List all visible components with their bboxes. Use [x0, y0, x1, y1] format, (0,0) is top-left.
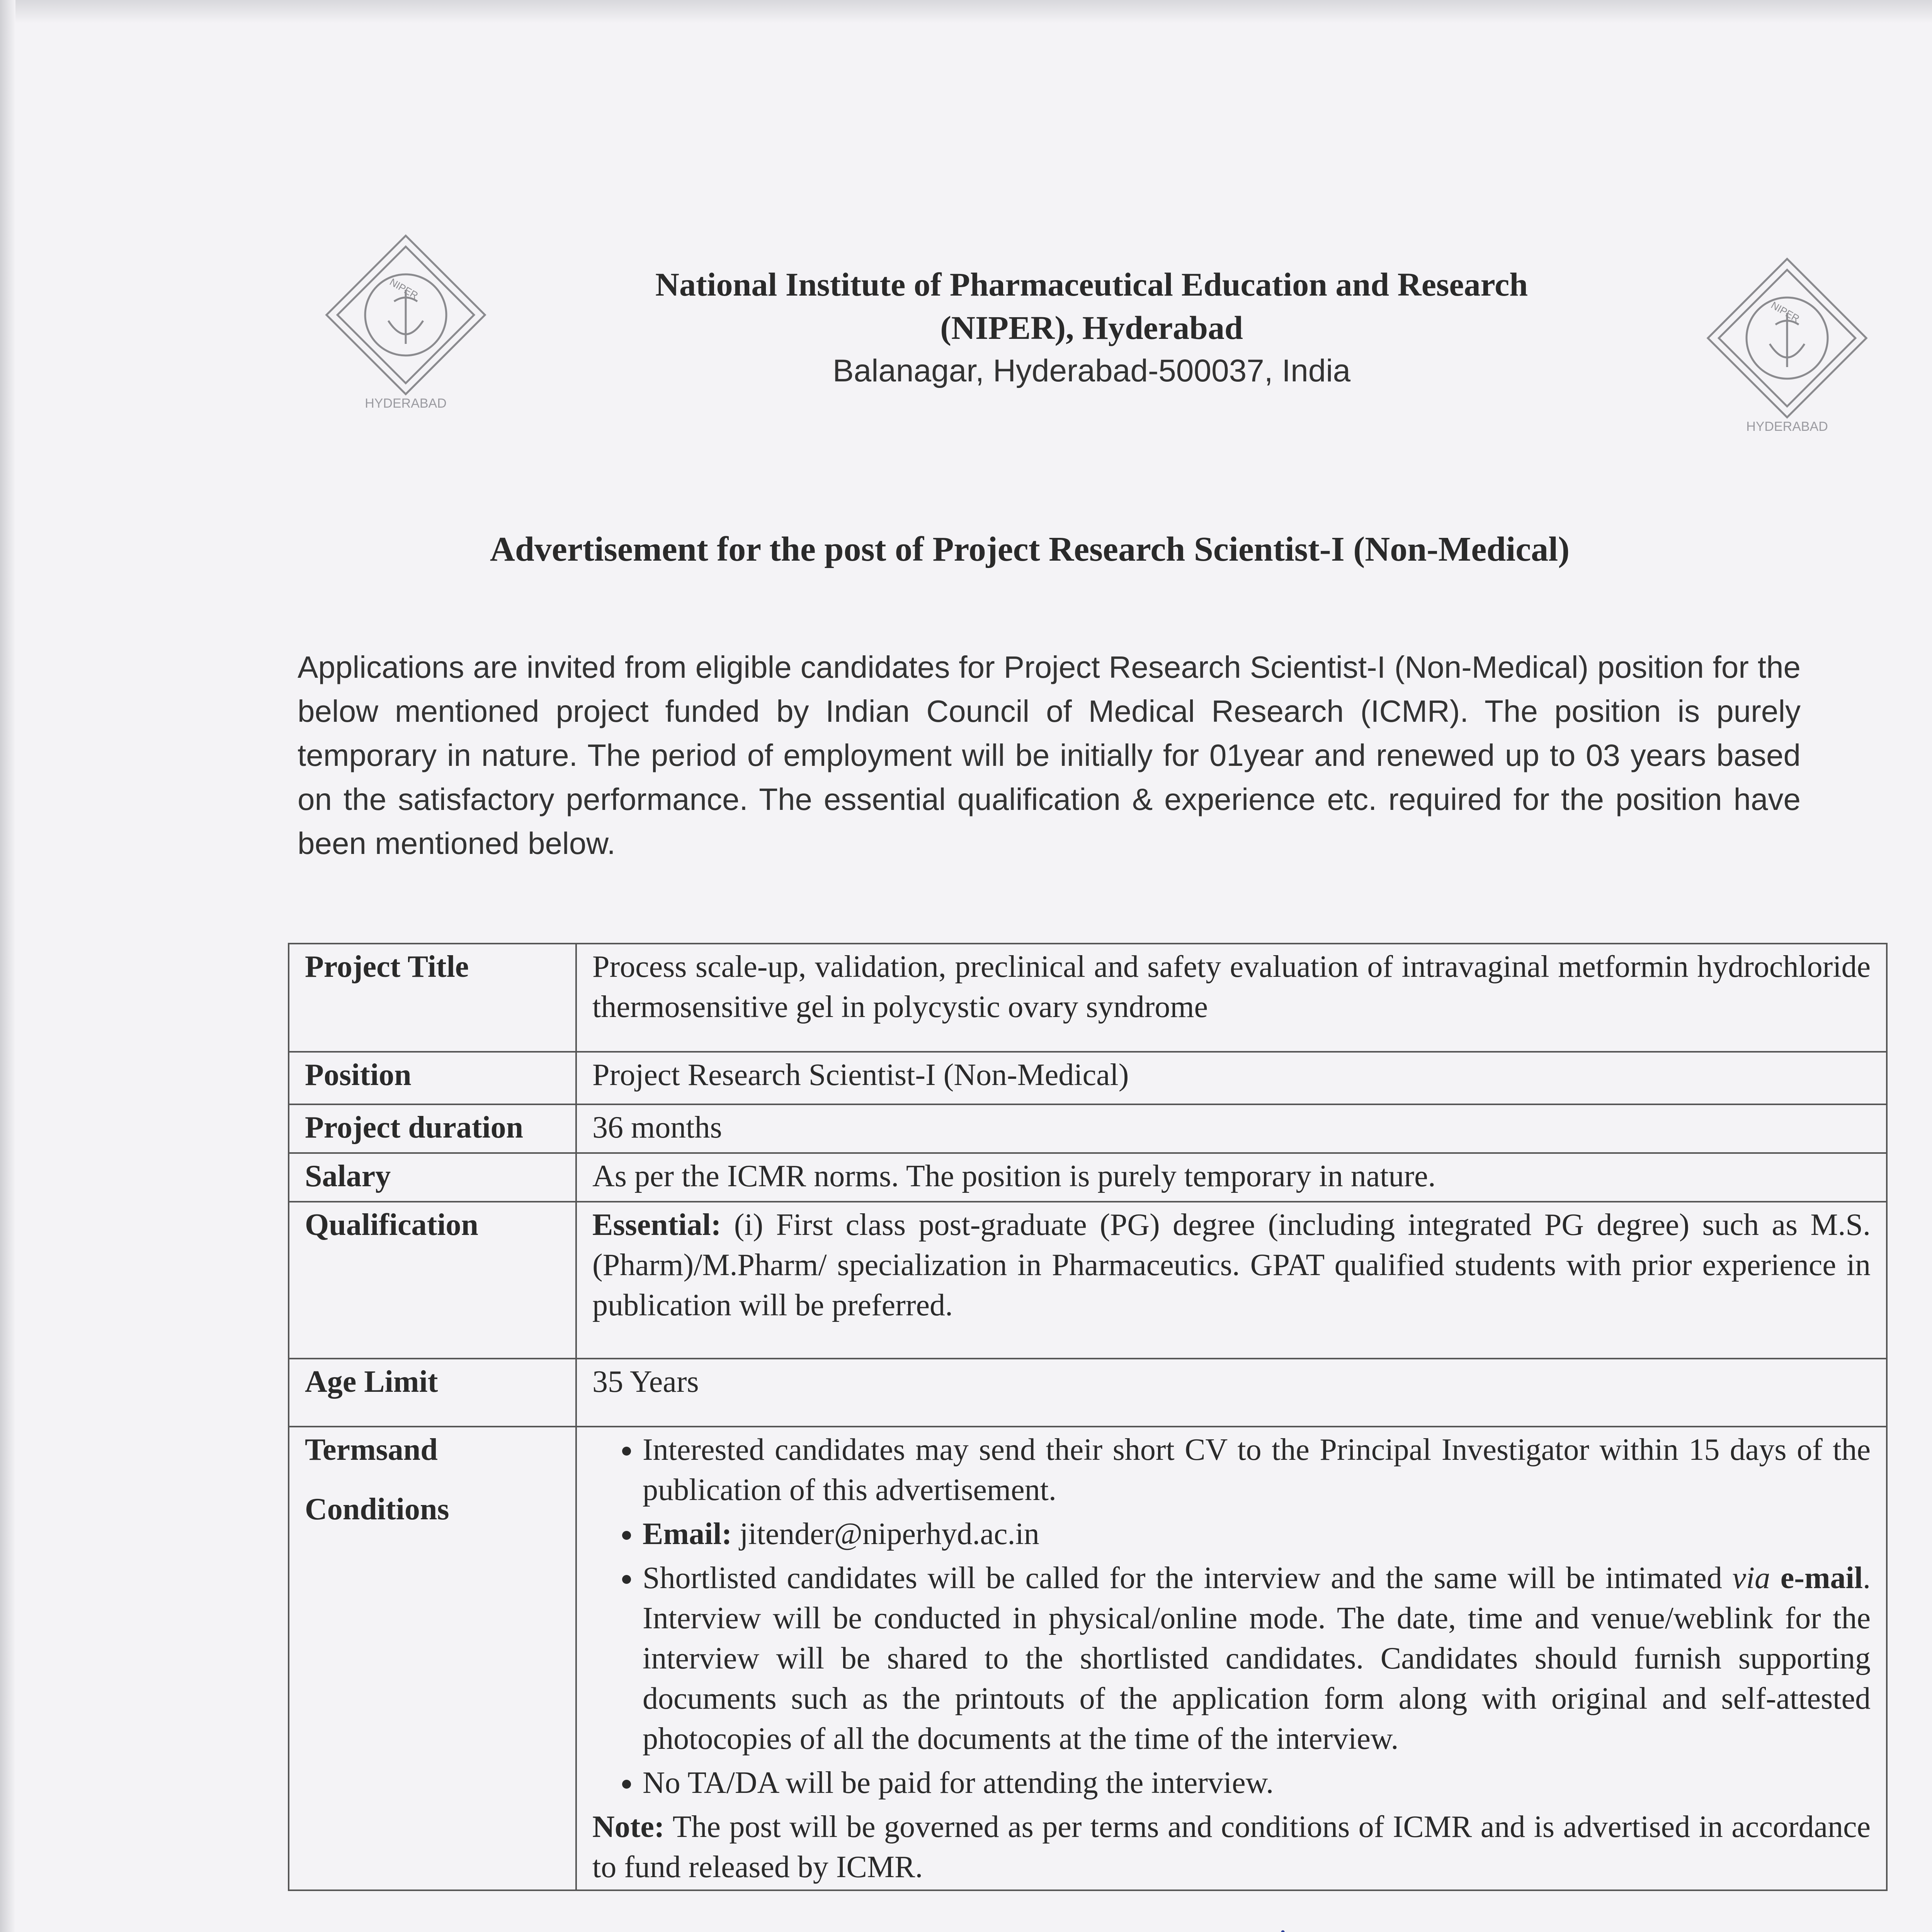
- table-row: [289, 1202, 1887, 1359]
- list-item: [643, 1558, 1871, 1759]
- age-limit-value: 35 Years: [576, 1359, 1887, 1427]
- niper-logo-left: [315, 232, 497, 413]
- table-row: [289, 944, 1887, 1052]
- duration-value: 36 months: [576, 1104, 1887, 1153]
- table-row: [289, 1427, 1887, 1890]
- via-text: via: [1732, 1561, 1770, 1595]
- institute-name: National Institute of Pharmaceutical Education and Research: [655, 266, 1528, 303]
- qualification-label: Qualification: [289, 1202, 576, 1359]
- salary-label: Salary: [289, 1153, 576, 1202]
- note-text: The post will be governed as per terms and conditions of ICMR and is advertised in accordance to fund released by ICMR.: [592, 1810, 1871, 1884]
- table-row: [289, 1104, 1887, 1153]
- table-row: [289, 1052, 1887, 1104]
- advertisement-title: Advertisement for the post of Project Research Scientist-I (Non-Medical): [490, 530, 1570, 568]
- terms-item-3-rest: . Interview will be conducted in physical/online mode. The date, time and venue/weblink for the interview will be shared to the shortlisted candidates. Candidates should furnish supporting documents such as the printouts of the application form along with original and self-attested photocopies of all the documents at the time of the interview.: [643, 1561, 1871, 1756]
- list-item: [643, 1514, 1871, 1554]
- terms-value: [576, 1427, 1887, 1890]
- project-title-value: Process scale-up, validation, preclinical and safety evaluation of intravaginal metformin hydrochloride thermosensitive gel in polycystic ovary syndrome: [576, 944, 1887, 1052]
- signature-right: [1256, 1924, 1596, 1932]
- position-value: Project Research Scientist-I (Non-Medical): [576, 1052, 1887, 1104]
- institute-address: Balanagar, Hyderabad-500037, India: [832, 353, 1351, 388]
- terms-label-line-1: Termsand: [305, 1433, 438, 1467]
- email-label: Email:: [643, 1517, 732, 1551]
- list-item: • No TA/DA will be paid for attending the interview.: [643, 1763, 1871, 1803]
- note: [592, 1807, 1871, 1887]
- logo-hyderabad-text: HYDERABAD: [1746, 419, 1828, 434]
- note-label: Note:: [592, 1810, 665, 1844]
- duration-label: Project duration: [289, 1104, 576, 1153]
- table-row: [289, 1359, 1887, 1427]
- intro-paragraph: Applications are invited from eligible candidates for Project Research Scientist-I (Non-Medical) position for the below mentioned project funded by Indian Council of Medical Research (ICMR). The position is purely temporary in nature. The period of employment will be initially for 01year and renewed up to 03 years based on the satisfactory performance. The essential qualification & experience etc. required for the position have been mentioned below.: [298, 650, 1801, 861]
- essential-text: (i) First class post-graduate (PG) degree (including integrated PG degree) such as M.S. (Pharm)/M.Pharm/ specialization in Pharmaceutics. GPAT qualified students with prior experience in publication will be preferred.: [592, 1208, 1871, 1322]
- terms-list: [592, 1430, 1871, 1803]
- institute-campus: (NIPER), Hyderabad: [940, 309, 1243, 346]
- logo-niper-text: NIPER: [388, 276, 420, 301]
- position-details-table: [288, 943, 1888, 1891]
- niper-logo-right: [1694, 255, 1880, 437]
- terms-label: [289, 1427, 576, 1890]
- page-edge-shadow-left: [0, 0, 15, 1932]
- logo-niper-text: NIPER: [1769, 299, 1802, 325]
- qualification-value: [576, 1202, 1887, 1359]
- letterhead: [522, 263, 1662, 393]
- table-row: [289, 1153, 1887, 1202]
- salary-value: As per the ICMR norms. The position is purely temporary in nature.: [576, 1153, 1887, 1202]
- logo-hyderabad-text: HYDERABAD: [365, 396, 447, 411]
- email-value: jitender@niperhyd.ac.in: [740, 1517, 1039, 1551]
- age-limit-label: Age Limit: [289, 1359, 576, 1427]
- list-item: • Interested candidates may send their short CV to the Principal Investigator within 15 days of the publication of this advertisement.: [643, 1430, 1871, 1510]
- project-title-label: Project Title: [289, 944, 576, 1052]
- position-label: Position: [289, 1052, 576, 1104]
- essential-label: Essential:: [592, 1208, 721, 1242]
- terms-label-line-2: Conditions: [305, 1492, 449, 1526]
- terms-item-3-text: Shortlisted candidates will be called for the interview and the same will be intimated: [643, 1561, 1733, 1595]
- page-edge-shadow-top: [0, 0, 1932, 23]
- email-mode-text: e-mail: [1780, 1561, 1863, 1595]
